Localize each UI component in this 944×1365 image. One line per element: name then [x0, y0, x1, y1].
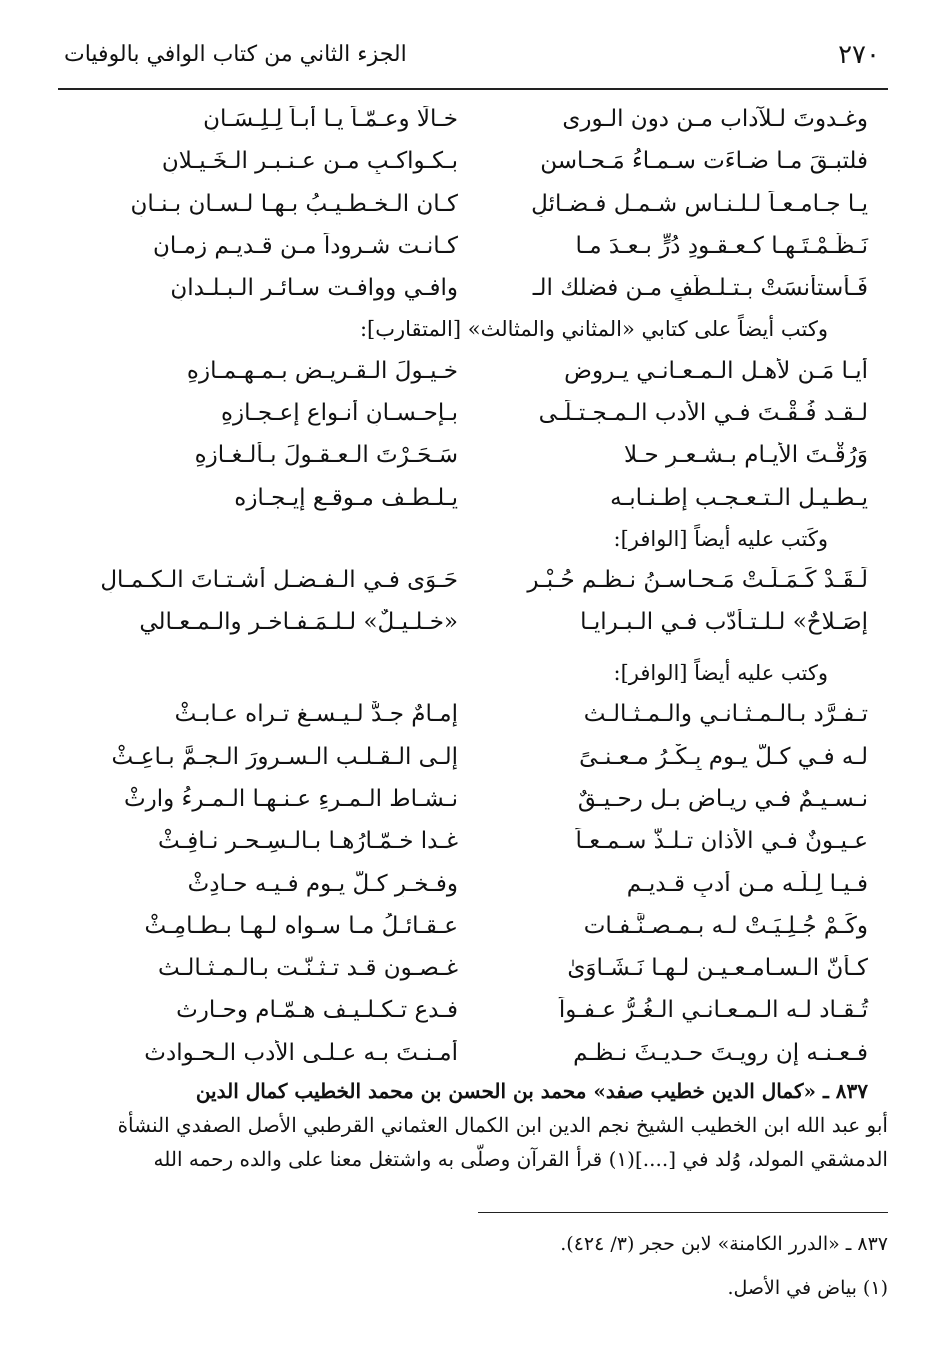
- verse-line: [58, 267, 888, 309]
- second-hemistich: نـشـاط الـمـرءِ عـنـهـا الـمـرءُ وارِثْ: [123, 786, 458, 812]
- verse-line: [58, 225, 888, 267]
- first-hemistich: أيـا مَـن لأهـل الـمـعـانـي يـروض: [564, 357, 868, 384]
- first-hemistich: لَـقَـدْ كَـمَـلَـتْ مَـحـاسـنُ نـظـم حُـبْـرِ: [527, 566, 868, 593]
- verse-line: [58, 778, 888, 820]
- first-hemistich: وَرُقْـتَ الأيـام بـشـعـرٍ حـلا: [624, 442, 868, 469]
- poem-2: [58, 349, 888, 518]
- footnote-source: ٨٣٧ ـ «الدرر الكامنة» لابن حجر (٣/ ٤٢٤).: [560, 1233, 888, 1255]
- second-hemistich: كـان الـخـطـيـبُ بـهـا لـسـان بـنـانِ: [130, 190, 458, 217]
- first-hemistich: فَـأستأنسَتْ بـتـلـطُّفٍ مـن فضلك الـ: [532, 275, 868, 302]
- second-hemistich: غـصـون قـد تـثـنّـت بـالـمـثـالـث: [158, 955, 458, 982]
- second-hemistich: وافـي ووافـت سـائـر الـبـلـدانِ: [170, 275, 458, 302]
- first-hemistich: يـا جـامـعـاً لـلـنـاس شـمـل فـضـائلٍ: [531, 190, 868, 217]
- footnote-rule: [478, 1212, 888, 1213]
- second-hemistich: «خـلـيـلٌ» لـلـمَـفـاخـر والـمـعـالي: [139, 609, 458, 636]
- second-hemistich: سَـحَـرْتَ الـعـقـولَ بـألـغـازِهِ: [194, 442, 458, 469]
- verse-line: [58, 601, 888, 643]
- running-title: الجزء الثاني من كتاب الوافي بالوفيات: [64, 42, 407, 67]
- first-hemistich: إصَـلاحٌ» لـلـتـأدّب فـي الـبـرايـا: [580, 609, 868, 636]
- page-header: [58, 40, 888, 80]
- poem-4: [58, 693, 888, 1074]
- first-hemistich: تُـقـاد لـه الـمـعـانـي الـغُـرُّ عـفـواً: [558, 997, 868, 1024]
- main-text: [58, 98, 888, 1176]
- second-hemistich: إمـامٌ جـدٌّ لـيـسـغ تـراه عـابـثْ: [174, 701, 458, 728]
- second-hemistich: أمـنـتَ بـه عـلـى الأدب الـحـوادث: [144, 1039, 458, 1066]
- first-hemistich: فـيـا لِـلّـه مـن أدبٍ قـديـم: [626, 870, 868, 897]
- entry-heading: ٨٣٧ ـ «كمال الدين خطيب صفد» محمد بن الحسن بن محمد الخطيب كمال الدين: [195, 1078, 868, 1103]
- poem-intro: وكَتب عليه أيضاً [الوافر]:: [613, 526, 828, 551]
- second-hemistich: غـدا خـمّـارُهـا بـالـسِـحـر نـافِـثْ: [157, 828, 458, 855]
- second-hemistich: فـدع تـكـلـيـف هـمّـام وحـارِث: [176, 997, 458, 1024]
- first-hemistich: نَـظَّـمْـتَـهـا كـعـقـودِ دُرٍّ بـعـدَ مـا: [575, 233, 868, 260]
- first-hemistich: لـه فـي كـلّ يـوم بِـكْـرُ مـعـنـىً: [579, 743, 868, 770]
- entry-text-line: الدمشقي المولد، وُلد في [....](١) قرأ القرآن وصلّى به واشتغل معنا على والده رحمه الله: [153, 1146, 888, 1171]
- poem-3: [58, 559, 888, 644]
- verse-line: [58, 862, 888, 904]
- first-hemistich: نـسـيـمٌ فـي ريـاض بـل رحـيـقٌ: [577, 786, 868, 812]
- second-hemistich: بـكـواكـبٍ مـن عـنـبـر الـخَـيـلانِ: [161, 148, 458, 175]
- second-hemistich: إلـى الـقـلـب الـسـرورَ الـجـمَّ بـاعِـثْ: [111, 743, 458, 770]
- first-hemistich: عـيـونٌ فـي الأذان تـلـذّ سـمـعـاً: [575, 828, 868, 855]
- verse-line: [58, 947, 888, 989]
- page-number: ٢٧٠: [838, 40, 880, 70]
- verse-line: [58, 98, 888, 140]
- first-hemistich: وغـدوتَ لـلآداب مـن دون الـورى: [562, 106, 868, 133]
- second-hemistich: حَـوَى فـي الـفـضـل أشـتـاتَ الـكـمـالِ: [100, 566, 458, 593]
- verse-line: [58, 820, 888, 862]
- verse-line: [58, 693, 888, 735]
- verse-line: [58, 476, 888, 518]
- second-hemistich: كـانـت شـروداً مـن قـديـمِ زمـانِ: [153, 233, 458, 260]
- spacer: [58, 643, 888, 653]
- first-hemistich: يـطـيـل الـتـعـجـب إطـنـابـه: [610, 484, 868, 511]
- second-hemistich: يـلـطـف مـوقـع إيـجـازه: [234, 484, 458, 511]
- poem-1: [58, 98, 888, 309]
- verse-line: [58, 349, 888, 391]
- first-hemistich: كـأنّ الـسـامـعـيـن لـهـا نَـشَـاوَىٰ: [567, 955, 868, 982]
- verse-line: [58, 1032, 888, 1074]
- poem-intro: وكتب أيضاً على كتابي «المثاني والمثالث» [المتقارب]:: [359, 317, 828, 342]
- verse-line: [58, 905, 888, 947]
- verse-line: [58, 989, 888, 1031]
- poem-intro: وكتب عليه أيضاً [الوافر]:: [613, 661, 828, 686]
- verse-line: [58, 434, 888, 476]
- footnote-1: (١) بياض في الأصل.: [727, 1277, 888, 1299]
- second-hemistich: بـإحـسـانِ أنـواع إعـجـازِهِ: [220, 399, 458, 426]
- entry-text-line: أبو عبد الله ابن الخطيب الشيخ نجم الدين ابن الكمال العثماني القرطبي الأصل الصفدي النشأة: [117, 1112, 888, 1137]
- header-rule: [58, 88, 888, 90]
- second-hemistich: وفـخـرٍ كـلّ يـوم فـيـه حـادِثْ: [187, 870, 458, 897]
- verse-line: [58, 736, 888, 778]
- biography-entry: [58, 1074, 888, 1176]
- verse-line: [58, 140, 888, 182]
- verse-line: [58, 559, 888, 601]
- second-hemistich: خـالًا وعـمّـاً يـا أبـاً لِـلِـسَـانِ: [203, 106, 458, 133]
- first-hemistich: وكَـمْ جُـلِـيَـتْ لـه بـمـصـنَّـفـات: [583, 912, 868, 939]
- footnotes: [58, 1222, 888, 1310]
- first-hemistich: لـقـد فُـقْـتَ فـي الأدب الـمـجـتـلَـى: [538, 399, 868, 426]
- first-hemistich: تـفـرَّد بـالـمـثـانـي والـمـثـالـث: [583, 701, 868, 728]
- second-hemistich: خـيـولَ الـقـريـض بـمـهـمـازِهِ: [186, 357, 458, 384]
- second-hemistich: عـقـائـلُ مـا سـواه لـهـا بـطـامِـثْ: [144, 912, 458, 939]
- verse-line: [58, 183, 888, 225]
- first-hemistich: فـعـنـه إن رويـتَ حـديـثَ نـظـم: [573, 1039, 868, 1066]
- verse-line: [58, 392, 888, 434]
- first-hemistich: فلتبـقَ مـا ضـاءَت سـمـاءُ مَـحـاسنٍ: [540, 148, 868, 175]
